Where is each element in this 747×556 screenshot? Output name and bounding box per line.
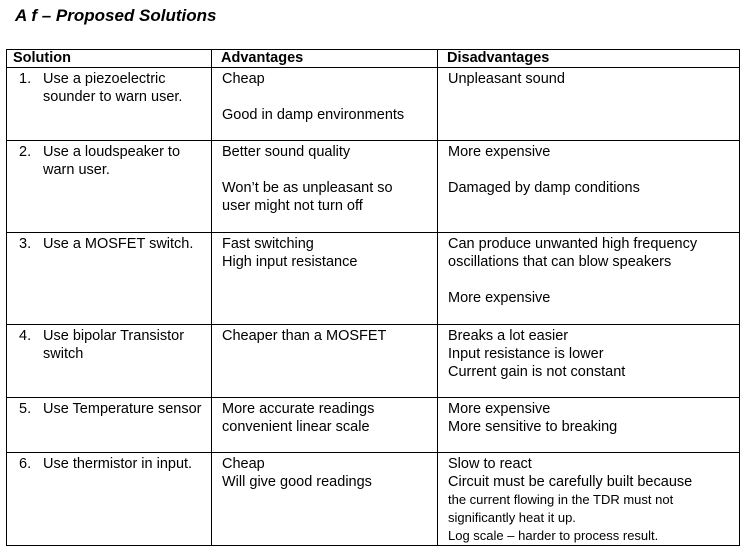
table-row <box>7 141 740 233</box>
disadvantage-line: the current flowing in the TDR must not <box>448 492 674 507</box>
advantages-cell <box>212 398 438 453</box>
advantages-cell <box>212 68 438 141</box>
disadvantage-line: More expensive <box>448 144 551 160</box>
disadvantages-cell <box>438 325 740 398</box>
solution-number: 3. <box>19 236 32 252</box>
advantage-line: More accurate readings <box>222 401 375 417</box>
disadvantage-line: Damaged by damp conditions <box>448 180 640 196</box>
disadvantages-cell <box>438 453 740 546</box>
solution-text: Use bipolar Transistor switch <box>43 328 185 362</box>
advantage-line: Cheap <box>222 456 265 472</box>
advantage-line: user might not turn off <box>222 198 363 214</box>
table-row <box>7 325 740 398</box>
disadvantage-line: Slow to react <box>448 456 532 472</box>
disadvantages-cell <box>438 233 740 325</box>
blank-line <box>448 161 735 179</box>
disadvantage-line: Unpleasant sound <box>448 71 565 87</box>
advantage-line: Fast switching <box>222 236 314 252</box>
blank-line <box>448 271 735 289</box>
advantage-line: convenient linear scale <box>222 419 370 435</box>
solution-number: 1. <box>19 71 32 87</box>
solution-number: 2. <box>19 144 32 160</box>
solution-text: Use a loudspeaker to warn user. <box>43 144 181 178</box>
advantage-line: Cheap <box>222 71 265 87</box>
solution-text: Use Temperature sensor <box>43 401 202 417</box>
disadvantages-cell <box>438 68 740 141</box>
disadvantage-line: Log scale – harder to process result. <box>448 528 659 543</box>
disadvantage-line: More expensive <box>448 401 551 417</box>
table-row <box>7 453 740 546</box>
advantages-cell <box>212 141 438 233</box>
disadvantage-line: Input resistance is lower <box>448 346 604 362</box>
blank-line <box>222 88 433 106</box>
advantage-line: Good in damp environments <box>222 107 405 123</box>
solution-text: Use thermistor in input. <box>43 456 193 472</box>
advantages-cell <box>212 453 438 546</box>
solutions-table <box>6 49 740 546</box>
table-row <box>7 233 740 325</box>
solution-cell <box>7 453 212 546</box>
advantage-line: Will give good readings <box>222 474 372 490</box>
disadvantage-line: Current gain is not constant <box>448 364 626 380</box>
advantage-line: Better sound quality <box>222 144 351 160</box>
disadvantage-line: Breaks a lot easier <box>448 328 569 344</box>
disadvantages-cell <box>438 141 740 233</box>
solution-text: Use a MOSFET switch. <box>43 236 194 252</box>
solution-number: 6. <box>19 456 32 472</box>
table-row <box>7 68 740 141</box>
disadvantage-line: oscillations that can blow speakers <box>448 254 672 270</box>
column-header-solution: Solution <box>7 50 212 68</box>
solution-text: Use a piezoelectric sounder to warn user. <box>43 71 183 105</box>
table-header-row <box>7 50 740 68</box>
advantage-line: Cheaper than a MOSFET <box>222 328 387 344</box>
disadvantage-line: More expensive <box>448 290 551 306</box>
column-header-advantages: Advantages <box>212 50 438 68</box>
disadvantages-cell <box>438 398 740 453</box>
advantages-cell <box>212 325 438 398</box>
solution-number: 5. <box>19 401 32 417</box>
page-title: A f – Proposed Solutions <box>15 6 217 25</box>
disadvantage-line: Can produce unwanted high frequency <box>448 236 698 252</box>
solution-cell <box>7 68 212 141</box>
solution-cell <box>7 141 212 233</box>
solution-number: 4. <box>19 328 32 344</box>
solution-cell <box>7 325 212 398</box>
solution-cell <box>7 233 212 325</box>
blank-line <box>222 161 433 179</box>
disadvantage-line: Circuit must be carefully built because <box>448 474 693 490</box>
advantage-line: Won’t be as unpleasant so <box>222 180 393 196</box>
advantage-line: High input resistance <box>222 254 358 270</box>
disadvantage-line: significantly heat it up. <box>448 510 576 525</box>
column-header-disadvantages: Disadvantages <box>438 50 740 68</box>
solution-cell <box>7 398 212 453</box>
table-row <box>7 398 740 453</box>
disadvantage-line: More sensitive to breaking <box>448 419 618 435</box>
advantages-cell <box>212 233 438 325</box>
